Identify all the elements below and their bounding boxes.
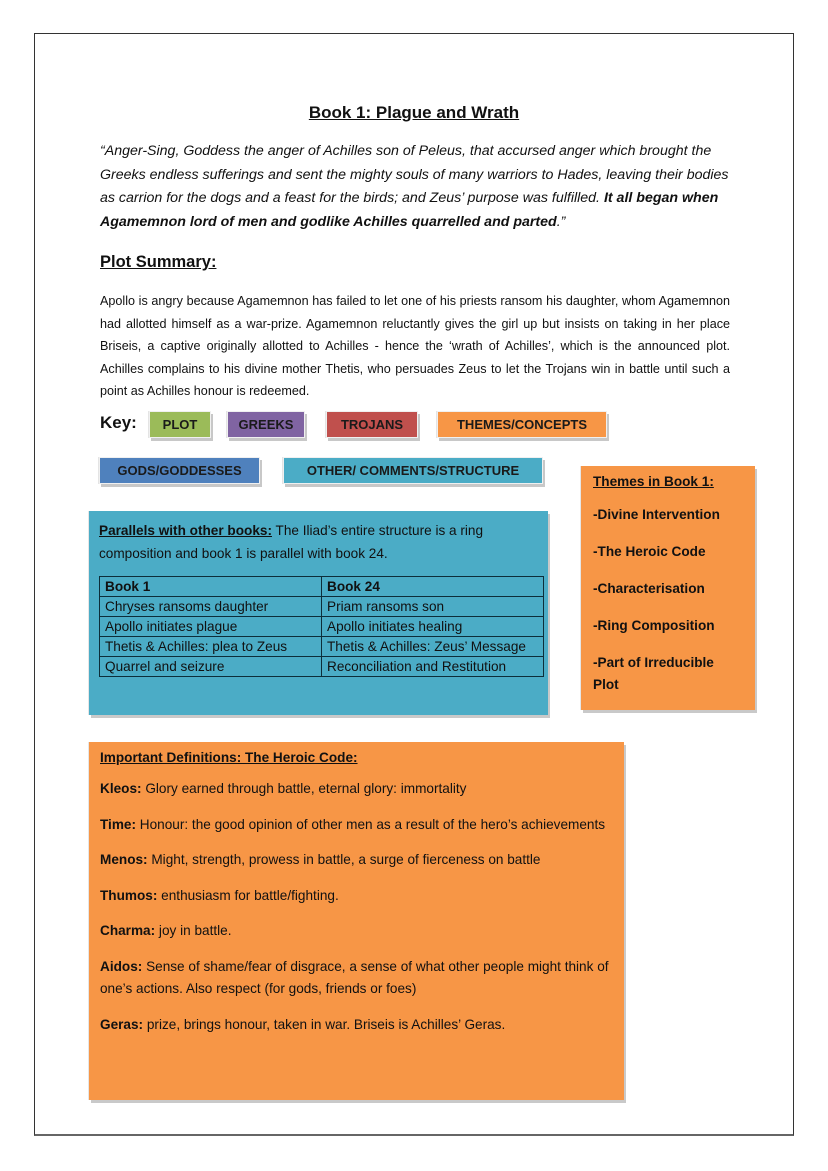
table-cell: Priam ransoms son	[322, 597, 544, 617]
theme-item: -Part of Irreducible Plot	[593, 655, 714, 692]
table-row	[100, 597, 544, 617]
key-chip-plot: PLOT	[149, 411, 211, 438]
table-row	[100, 657, 544, 677]
table-cell: Apollo initiates plague	[100, 617, 322, 637]
definitions-box	[89, 742, 624, 1100]
definition-text: Glory earned through battle, eternal glory: immortality	[141, 781, 467, 796]
definition-text: joy in battle.	[155, 923, 232, 938]
definition-term: Time:	[100, 816, 137, 832]
definition-text: Honour: the good opinion of other men as a result of the hero’s achievements	[136, 816, 606, 832]
definition-item	[100, 849, 613, 872]
plot-summary-heading: Plot Summary:	[100, 253, 217, 271]
definition-term: Menos:	[100, 852, 148, 867]
key-chip-trojans: TROJANS	[326, 411, 418, 438]
key-chip-gods: GODS/GODDESSES	[99, 457, 260, 484]
plot-summary-text: Apollo is angry because Agamemnon has failed to let one of his priests ransom his daughter, whom Agamemnon had allotted himself as a war-prize. Agamemnon reluctantly gives the girl up but insists on taking in her place Briseis, a captive originally allotted to Achilles - hence the ‘wrath of Achilles’, which is the announced plot. Achilles complains to his divine mother Thetis, who persuades Zeus to let the Trojans win in battle until such a point as Achilles honour is redeemed.	[100, 294, 730, 398]
definition-term: Aidos:	[100, 958, 143, 974]
key-chip-themes: THEMES/CONCEPTS	[437, 411, 607, 438]
table-header-book24: Book 24	[322, 577, 544, 597]
definition-item	[100, 814, 613, 837]
themes-box	[581, 466, 755, 710]
themes-heading: Themes in Book 1:	[593, 474, 714, 489]
definition-term: Geras:	[100, 1016, 144, 1032]
definition-item	[100, 920, 613, 943]
table-cell: Reconciliation and Restitution	[322, 657, 544, 677]
definition-item	[100, 1014, 613, 1037]
table-cell: Quarrel and seizure	[100, 657, 322, 677]
definition-term: Charma:	[100, 923, 156, 938]
definition-term: Kleos:	[100, 781, 142, 796]
table-cell: Chryses ransoms daughter	[100, 597, 322, 617]
page-title: Book 1: Plague and Wrath	[308, 103, 520, 122]
definition-text: Might, strength, prowess in battle, a surge of fierceness on battle	[147, 852, 541, 867]
table-header-row	[100, 577, 544, 597]
opening-quote	[100, 140, 740, 234]
definition-term: Thumos:	[100, 887, 158, 903]
definition-text: prize, brings honour, taken in war. Briseis is Achilles’ Geras.	[143, 1016, 506, 1032]
theme-item: -The Heroic Code	[593, 544, 706, 559]
definitions-heading: Important Definitions: The Heroic Code:	[100, 750, 358, 765]
table-cell: Thetis & Achilles: plea to Zeus	[100, 637, 322, 657]
table-cell: Thetis & Achilles: Zeus’ Message	[322, 637, 544, 657]
theme-item: -Divine Intervention	[593, 507, 720, 522]
key-chip-greeks: GREEKS	[227, 411, 305, 438]
quote-end: .”	[556, 213, 566, 230]
theme-item: -Characterisation	[593, 581, 705, 596]
table-header-book1: Book 1	[100, 577, 322, 597]
parallels-heading: Parallels with other books:	[99, 523, 272, 538]
table-row	[100, 617, 544, 637]
key-label: Key:	[100, 413, 137, 432]
definition-item	[100, 778, 613, 801]
definition-text: enthusiasm for battle/fighting.	[157, 887, 339, 903]
definition-item	[100, 956, 613, 1001]
table-row	[100, 637, 544, 657]
theme-item: -Ring Composition	[593, 618, 715, 633]
definition-item	[100, 885, 613, 908]
quote-bold: It all began when Agamemnon lord of men and godlike Achilles quarrelled and parted	[100, 190, 719, 230]
parallels-table	[99, 576, 544, 677]
quote-italic: “Anger-Sing, Goddess the anger of Achilles son of Peleus, that accursed anger which brought the Greeks endless sufferings and sent the mighty souls of many warriors to Hades, leaving their bodies as carrion for the dogs and a feast for the birds; and Zeus’ purpose was fulfilled.	[100, 143, 729, 206]
definition-text: Sense of shame/fear of disgrace, a sense of what other people might think of one’s actions. Also respect (for gods, friends or foes)	[100, 958, 609, 996]
parallels-text: The Iliad’s entire structure is a ring composition and book 1 is parallel with book 24.	[99, 523, 484, 561]
table-cell: Apollo initiates healing	[322, 617, 544, 637]
key-chip-other: OTHER/ COMMENTS/STRUCTURE	[283, 457, 543, 484]
parallels-box	[89, 511, 548, 715]
parallels-intro	[99, 519, 538, 565]
